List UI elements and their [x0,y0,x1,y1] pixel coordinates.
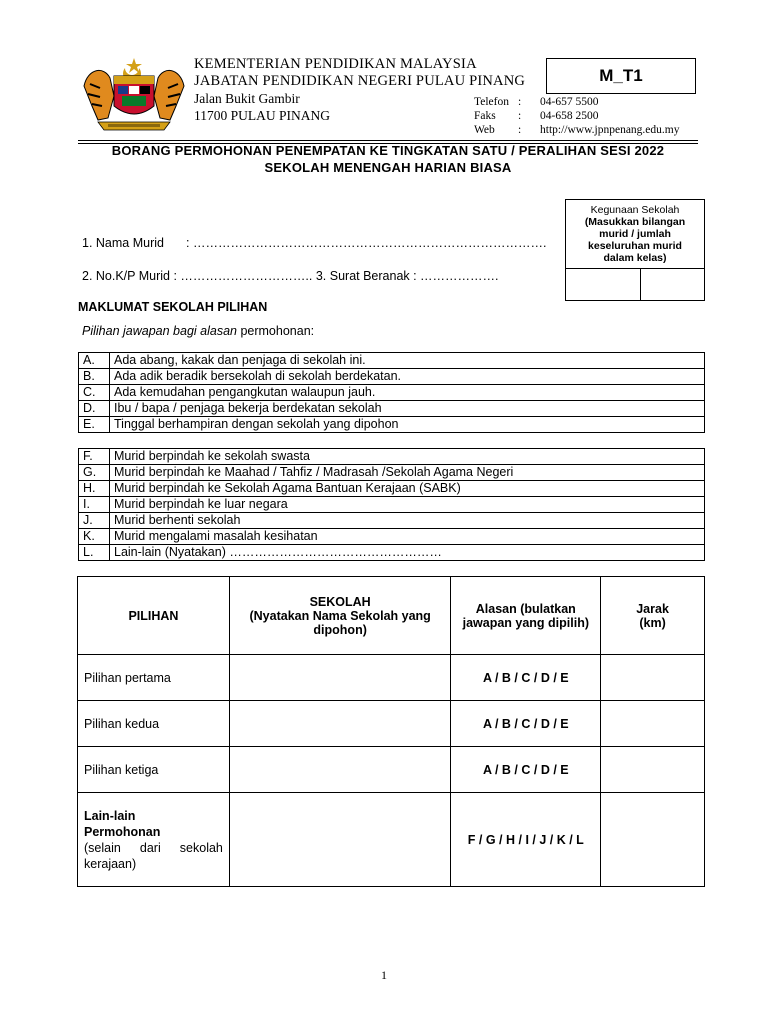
table-row [79,385,705,401]
header-rule-top [78,140,698,141]
contact-colon: : [518,96,522,108]
table-row [79,369,705,385]
other-label-bold: Lain-lain Permohonan [84,808,161,839]
reason-text: Ibu / bapa / penjaga bekerja berdekatan sekolah [110,401,705,417]
subtitle-rest: permohonan: [236,324,315,338]
table-row [79,449,705,465]
table-row [79,401,705,417]
form-title [78,142,698,176]
contact-colon: : [518,110,522,122]
reason-code: I. [79,497,110,513]
section-subtitle [82,324,314,338]
page-number: 1 [381,968,387,982]
table-row [79,497,705,513]
reasons-table-a [78,352,705,433]
address-line-1: Jalan Bukit Gambir [194,91,300,106]
form-code-box [546,58,696,94]
table-row [79,513,705,529]
header-jarak [601,577,705,655]
table-row [79,545,705,561]
contact-list [474,95,679,137]
section-heading: MAKLUMAT SEKOLAH PILIHAN [78,300,268,314]
school-name-cell[interactable] [229,747,451,793]
reasons-table-b [78,448,705,561]
contact-label: Web [474,124,495,136]
header-sekolah-title: SEKOLAH [309,594,371,609]
contact-label: Telefon [474,96,509,108]
reason-code: L. [79,545,110,561]
header-pilihan: PILIHAN [78,577,230,655]
reason-text: Ada abang, kakak dan penjaga di sekolah ini. [110,353,705,369]
table-row [78,793,705,887]
header-alasan: Alasan (bulatkan jawapan yang dipilih) [451,577,601,655]
field-nama-murid[interactable] [82,236,546,250]
reason-text: Murid berpindah ke luar negara [110,497,705,513]
address-line-2: 11700 PULAU PINANG [194,108,331,123]
contact-colon: : [518,124,522,136]
table-row [78,655,705,701]
contact-value: 04-657 5500 [540,96,599,108]
header-jarak-unit: (km) [639,615,666,630]
school-name-cell[interactable] [229,793,451,887]
reason-options[interactable]: A / B / C / D / E [451,701,601,747]
other-label-note: (selain dari sekolah kerajaan) [84,840,223,871]
distance-cell[interactable] [601,701,705,747]
contact-label: Faks [474,110,496,122]
reason-code: D. [79,401,110,417]
field-dots: : …………………………………………………………………………. [186,236,547,250]
reason-code: E. [79,417,110,433]
distance-cell[interactable] [601,793,705,887]
choice-label: Pilihan kedua [78,701,230,747]
contact-web [474,123,679,137]
field-label: 2. No.K/P Murid : ………………………….. 3. Surat Beranak : ………………. [82,269,499,283]
school-use-title: Kegunaan Sekolah [590,204,680,216]
choice-label-other [78,793,230,887]
reason-text: Tinggal berhampiran dengan sekolah yang dipohon [110,417,705,433]
reason-text: Murid berhenti sekolah [110,513,705,529]
subtitle-italic: Pilihan jawapan bagi alasan [82,324,237,338]
table-row [78,701,705,747]
form-title-line-1: BORANG PERMOHONAN PENEMPATAN KE TINGKATAN SATU / PERALIHAN SESI 2022 [111,143,665,158]
form-title-line-2: SEKOLAH MENENGAH HARIAN BIASA [264,160,512,175]
reason-text: Murid berpindah ke sekolah swasta [110,449,705,465]
school-use-box [565,199,705,301]
table-row [79,529,705,545]
table-row [79,465,705,481]
reason-text: Murid berpindah ke Maahad / Tahfiz / Madrasah /Sekolah Agama Negeri [110,465,705,481]
reason-text: Ada adik beradik bersekolah di sekolah berdekatan. [110,369,705,385]
table-header-row [78,577,705,655]
header-sekolah [229,577,451,655]
contact-value[interactable]: http://www.jpnpenang.edu.my [540,124,680,136]
reason-code: F. [79,449,110,465]
contact-fax [474,109,679,123]
distance-cell[interactable] [601,655,705,701]
school-use-cell-murid[interactable] [566,269,641,301]
table-row [79,353,705,369]
reason-options[interactable]: A / B / C / D / E [451,747,601,793]
reason-code: C. [79,385,110,401]
choice-label: Pilihan ketiga [78,747,230,793]
school-use-note: (Masukkan bilangan murid / jumlah keseluruhan murid dalam kelas) [584,216,686,264]
reason-options[interactable]: F / G / H / I / J / K / L [451,793,601,887]
reason-text: Murid berpindah ke Sekolah Agama Bantuan Kerajaan (SABK) [110,481,705,497]
table-row [79,417,705,433]
school-name-cell[interactable] [229,655,451,701]
jata-crest-logo [78,56,190,134]
school-use-cells [566,268,704,301]
reason-code: K. [79,529,110,545]
header-sekolah-note: (Nyatakan Nama Sekolah yang dipohon) [249,608,431,637]
reason-options[interactable]: A / B / C / D / E [451,655,601,701]
header-jarak-title: Jarak [636,601,669,616]
ministry-name: KEMENTERIAN PENDIDIKAN MALAYSIA [194,56,477,72]
reason-code: B. [79,369,110,385]
field-kp-surat[interactable] [82,269,499,283]
school-choice-table [77,576,705,887]
reason-code: H. [79,481,110,497]
table-row [78,747,705,793]
reason-text: Lain-lain (Nyatakan) …………………………………………… [110,545,705,561]
distance-cell[interactable] [601,747,705,793]
school-name-cell[interactable] [229,701,451,747]
reason-code: G. [79,465,110,481]
field-label: 1. Nama Murid [82,236,164,250]
table-row [79,481,705,497]
contact-value: 04-658 2500 [540,110,599,122]
choice-label: Pilihan pertama [78,655,230,701]
reason-text: Ada kemudahan pengangkutan walaupun jauh. [110,385,705,401]
reason-code: A. [79,353,110,369]
reason-text: Murid mengalami masalah kesihatan [110,529,705,545]
form-code: M_T1 [599,66,643,85]
school-use-cell-jumlah[interactable] [641,269,704,301]
department-name: JABATAN PENDIDIKAN NEGERI PULAU PINANG [194,73,526,89]
contact-phone [474,95,679,109]
reason-code: J. [79,513,110,529]
